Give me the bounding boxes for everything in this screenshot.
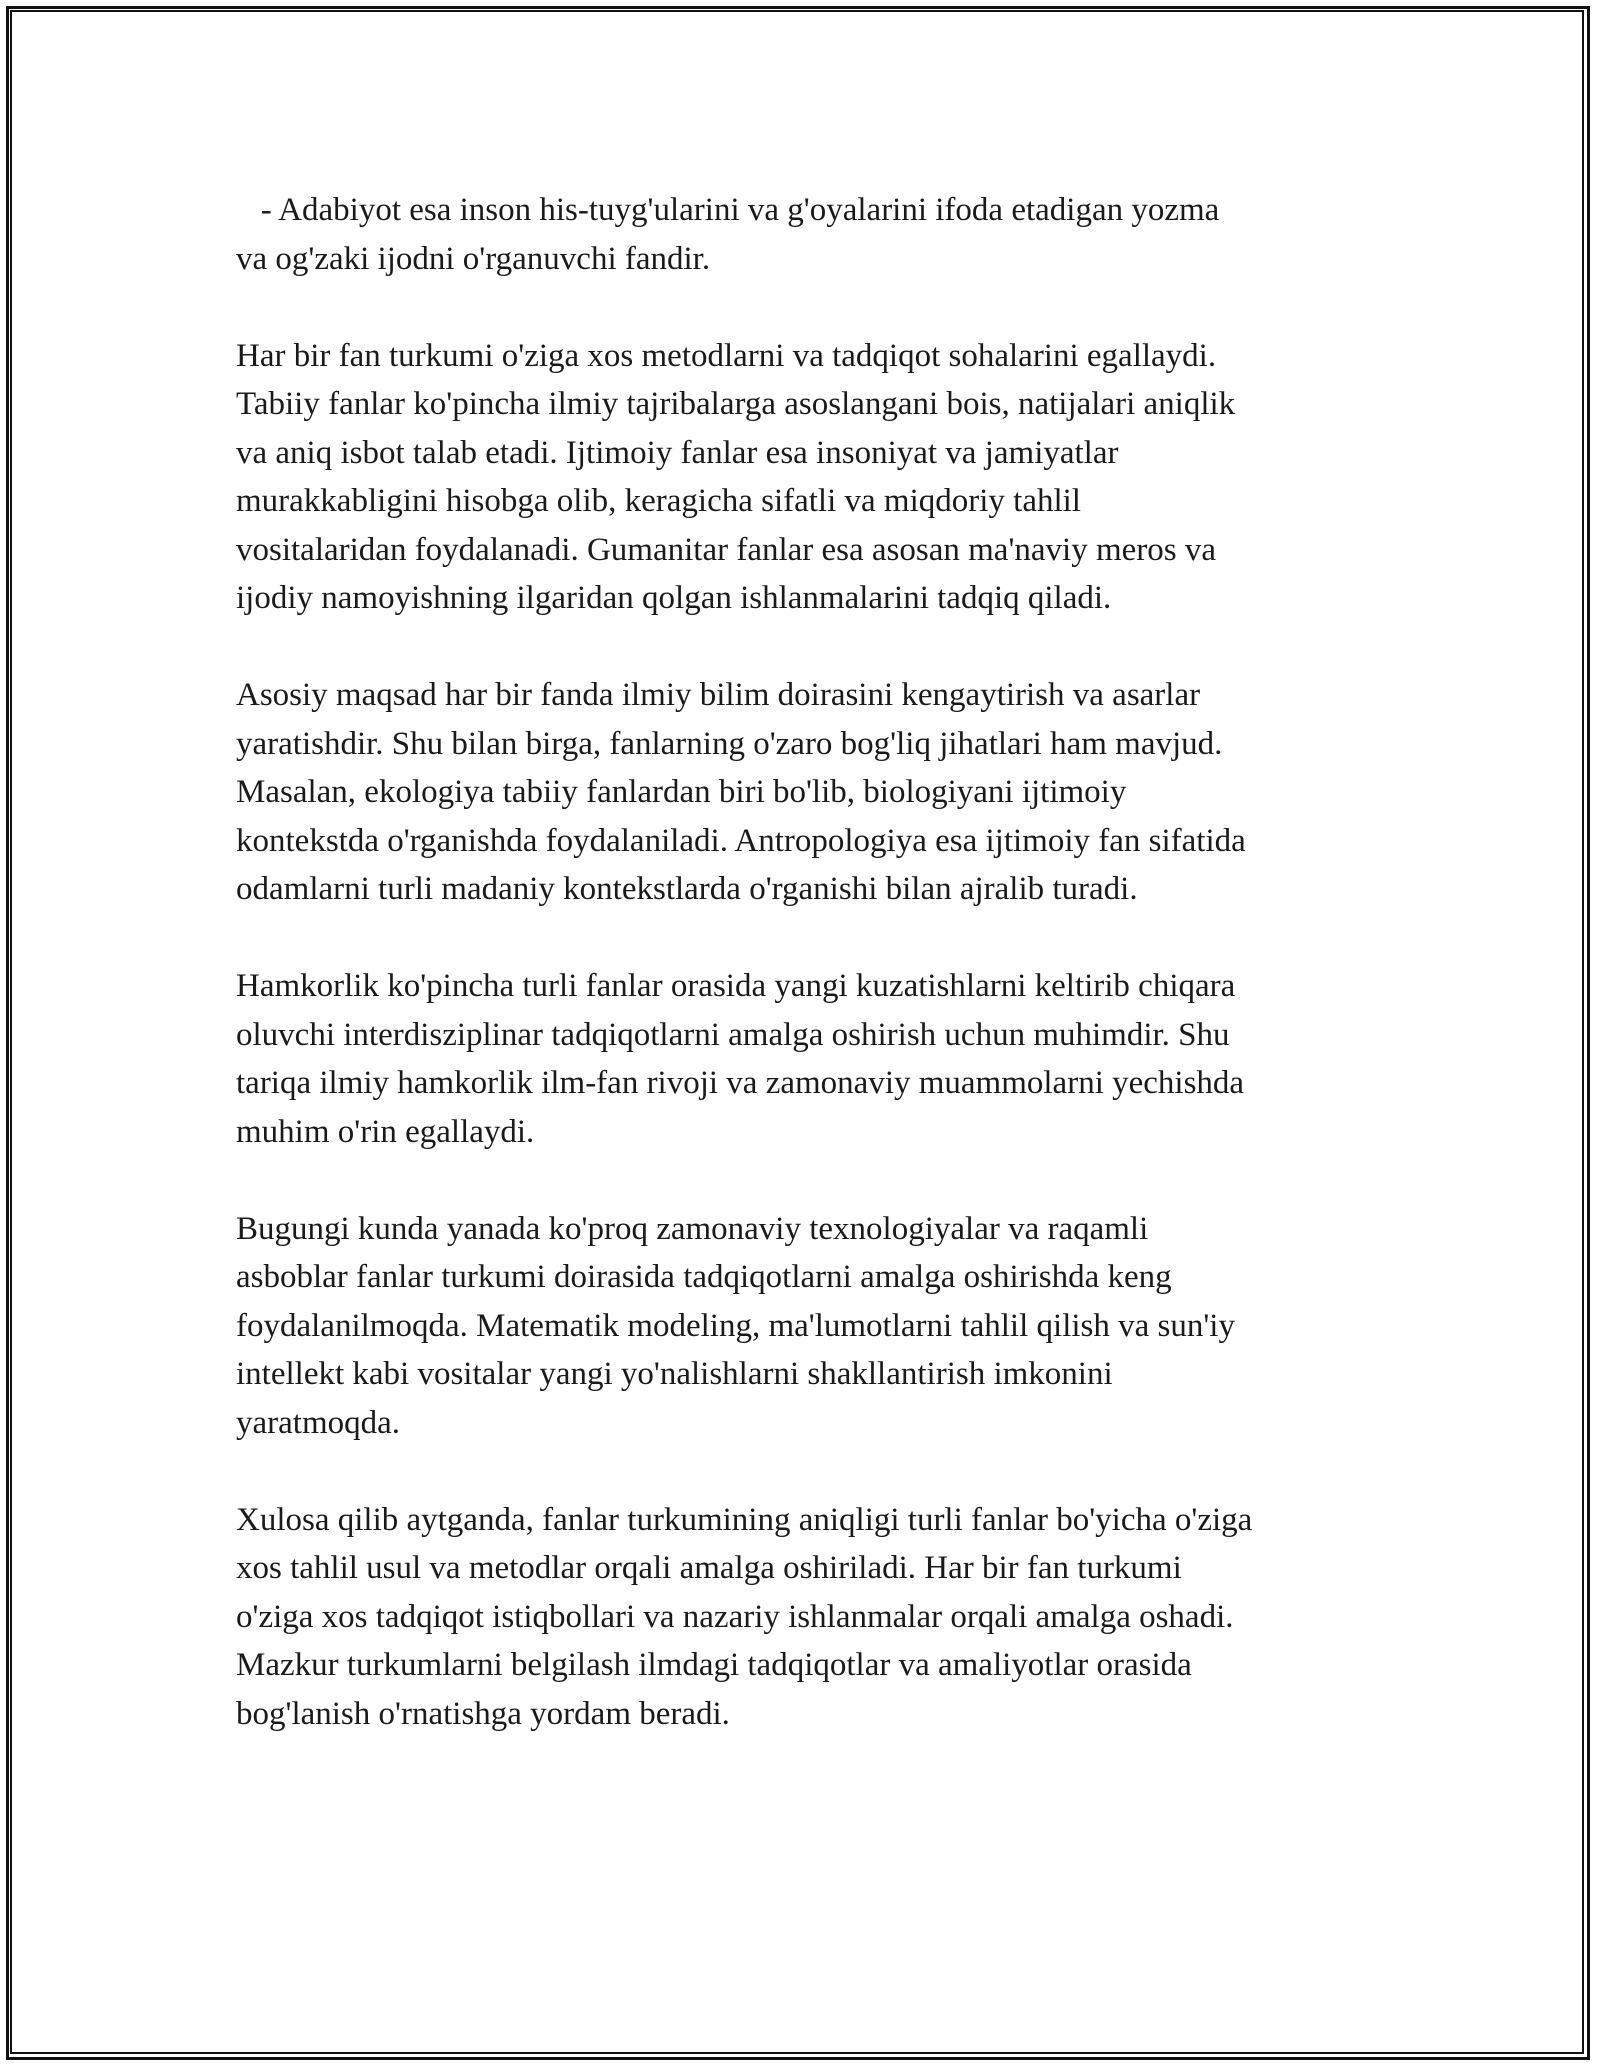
text-line: Hamkorlik ko'pincha turli fanlar orasida yangi kuzatishlarni keltirib chiqara — [236, 968, 1236, 1004]
text-line: Bugungi kunda yanada ko'proq zamonaviy texnologiyalar va raqamli — [236, 1210, 1149, 1247]
text-line: Asosiy maqsad har bir fanda ilmiy bilim doirasini kengaytirish va asarlar — [236, 677, 1201, 713]
text-line: asboblar fanlar turkumi doirasida tadqiqotlarni amalga oshirishda keng — [236, 1259, 1172, 1295]
text-line: va og'zaki ijodni o'rganuvchi fandir. — [236, 240, 711, 277]
text-line: yaratishdir. Shu bilan birga, fanlarning o'zaro bog'liq jihatlari ham mavjud. — [236, 725, 1223, 762]
document-body — [236, 186, 1396, 1787]
text-line: - Adabiyot esa inson his-tuyg'ularini va g'oyalarini ifoda etadigan yozma — [236, 192, 1220, 228]
text-line: bog'lanish o'rnatishga yordam beradi. — [236, 1695, 730, 1732]
text-line: foydalanilmoqda. Matematik modeling, ma'lumotlarni tahlil qilish va sun'iy — [236, 1307, 1235, 1344]
paragraph-xulosa — [236, 1496, 1396, 1739]
text-line: yaratmoqda. — [236, 1404, 401, 1441]
text-line: muhim o'rin egallaydi. — [236, 1113, 535, 1150]
paragraph-hamkorlik — [236, 962, 1396, 1156]
text-line: vositalaridan foydalanadi. Gumanitar fanlar esa asosan ma'naviy meros va — [236, 531, 1217, 568]
text-line: odamlarni turli madaniy kontekstlarda o'rganishi bilan ajralib turadi. — [236, 871, 1138, 907]
text-line: tariqa ilmiy hamkorlik ilm-fan rivoji va zamonaviy muammolarni yechishda — [236, 1065, 1245, 1101]
text-line: xos tahlil usul va metodlar orqali amalga oshiriladi. Har bir fan turkumi — [236, 1550, 1182, 1586]
text-line: va aniq isbot talab etadi. Ijtimoiy fanlar esa insoniyat va jamiyatlar — [236, 434, 1119, 471]
paragraph-fan-turkumi — [236, 332, 1396, 623]
text-line: Har bir fan turkumi o'ziga xos metodlarni va tadqiqot sohalarini egallaydi. — [236, 337, 1217, 374]
text-line: intellekt kabi vositalar yangi yo'nalishlarni shakllantirish imkonini — [236, 1356, 1113, 1392]
text-line: oluvchi interdisziplinar tadqiqotlarni amalga oshirish uchun muhimdir. Shu — [236, 1016, 1230, 1053]
text-line: Tabiiy fanlar ko'pincha ilmiy tajribalarga asoslangani bois, natijalari aniqlik — [236, 386, 1236, 422]
text-line: o'ziga xos tadqiqot istiqbollari va nazariy ishlanmalar orqali amalga oshadi. — [236, 1598, 1234, 1635]
text-line: Mazkur turkumlarni belgilash ilmdagi tadqiqotlar va amaliyotlar orasida — [236, 1647, 1192, 1683]
text-line: Xulosa qilib aytganda, fanlar turkumining aniqligi turli fanlar bo'yicha o'ziga — [236, 1501, 1253, 1538]
text-line: Masalan, ekologiya tabiiy fanlardan biri bo'lib, biologiyani ijtimoiy — [236, 774, 1127, 810]
paragraph-bugungi-kunda — [236, 1205, 1396, 1448]
text-line: murakkabligini hisobga olib, keragicha sifatli va miqdoriy tahlil — [236, 483, 1081, 519]
text-line: ijodiy namoyishning ilgaridan qolgan ishlanmalarini tadqiq qiladi. — [236, 580, 1112, 616]
paragraph-adabiyot — [236, 186, 1396, 283]
text-line: kontekstda o'rganishda foydalaniladi. Antropologiya esa ijtimoiy fan sifatida — [236, 822, 1246, 859]
paragraph-asosiy-maqsad — [236, 671, 1396, 914]
